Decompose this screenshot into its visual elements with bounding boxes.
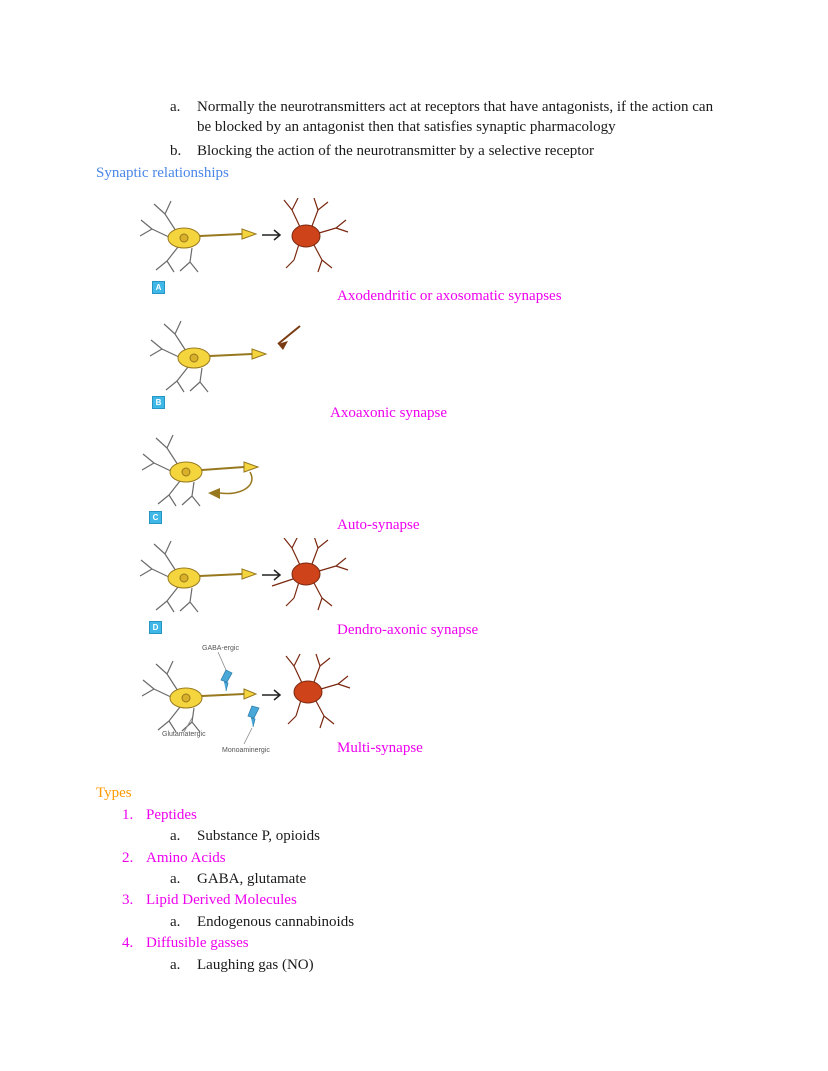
- sub-marker: a.: [170, 957, 181, 973]
- synapse-arrow: [262, 570, 280, 580]
- recurrent-branch: [220, 472, 252, 494]
- red-neuron: [272, 538, 348, 610]
- sub-text: Endogenous cannabinoids: [197, 914, 355, 930]
- yellow-nucleus: [180, 574, 188, 582]
- types-item-2: [122, 848, 226, 868]
- synapse-arrow: [262, 690, 280, 700]
- item-number: 1.: [122, 807, 134, 823]
- annotation-line-mono: [244, 728, 252, 744]
- axon: [200, 574, 242, 576]
- badge-d: D: [149, 621, 162, 634]
- sub-text: Substance P, opioids: [197, 828, 320, 844]
- red-neuron: [286, 654, 350, 728]
- list-marker: a.: [170, 99, 181, 115]
- monoamine-receptor-shape: [248, 706, 259, 727]
- yellow-nucleus: [180, 234, 188, 242]
- label-axoaxonic: Axoaxonic synapse: [330, 405, 448, 421]
- list-item-a: [170, 97, 730, 137]
- neuron-diagram-dendroaxonic-image: [138, 538, 350, 618]
- item-title: Diffusible gasses: [146, 935, 249, 951]
- types-subitem-1: [170, 826, 320, 846]
- red-neuron: [284, 198, 348, 272]
- types-item-4: [122, 933, 249, 953]
- label-axodendritic: Axodendritic or axosomatic synapses: [337, 288, 562, 304]
- gaba-receptor-shape: [221, 670, 232, 691]
- heading-types: Types: [96, 785, 132, 801]
- neuron-diagram-axodendritic-image: [138, 198, 350, 278]
- badge-c: C: [149, 511, 162, 524]
- badge-b: B: [152, 396, 165, 409]
- neuron-diagram-autosynapse-image: [140, 432, 305, 514]
- axon-terminal: [242, 569, 256, 579]
- annotation-monoaminergic: Monoaminergic: [222, 747, 270, 754]
- label-dendroaxonic: Dendro-axonic synapse: [337, 622, 479, 638]
- list-item-b: [170, 141, 730, 161]
- item-title: Amino Acids: [146, 850, 226, 866]
- types-subitem-4: [170, 955, 314, 975]
- label-autosynapse: Auto-synapse: [337, 517, 420, 533]
- yellow-nucleus: [182, 468, 190, 476]
- list-text: Blocking the action of the neurotransmitter by a selective receptor: [197, 143, 594, 159]
- item-title: Peptides: [146, 807, 197, 823]
- types-item-3: [122, 890, 297, 910]
- annotation-line-gaba: [218, 652, 226, 670]
- annotation-line-glut: [184, 718, 192, 732]
- axon-terminal: [244, 462, 258, 472]
- axon-terminal: [242, 229, 256, 239]
- axon: [200, 234, 242, 236]
- axon: [210, 354, 252, 356]
- recurrent-terminal: [208, 488, 220, 499]
- neuron-diagram-axoaxonic-image: [148, 318, 313, 398]
- annotation-glutamatergic: Glutamatergic: [162, 731, 206, 738]
- types-item-1: [122, 805, 197, 825]
- item-title: Lipid Derived Molecules: [146, 892, 297, 908]
- sub-text: Laughing gas (NO): [197, 957, 314, 973]
- yellow-nucleus: [190, 354, 198, 362]
- synapse-arrow: [262, 230, 280, 240]
- incoming-axon: [278, 326, 300, 344]
- axon-terminal: [244, 689, 256, 699]
- sub-marker: a.: [170, 871, 181, 887]
- axon: [202, 467, 244, 470]
- types-subitem-3: [170, 912, 354, 932]
- list-text: Normally the neurotransmitters act at receptors that have antagonists, if the action can be blocked by an antagonist then that satisfies synaptic pharmacology: [197, 99, 714, 135]
- heading-synaptic-relationships: Synaptic relationships: [96, 165, 229, 181]
- item-number: 3.: [122, 892, 134, 908]
- list-marker: b.: [170, 143, 182, 159]
- item-number: 4.: [122, 935, 134, 951]
- sub-marker: a.: [170, 828, 181, 844]
- label-multisynapse: Multi-synapse: [337, 740, 423, 756]
- badge-a: A: [152, 281, 165, 294]
- axon: [202, 694, 244, 696]
- item-number: 2.: [122, 850, 134, 866]
- axon-terminal: [252, 349, 266, 359]
- yellow-nucleus: [182, 694, 190, 702]
- sub-marker: a.: [170, 914, 181, 930]
- annotation-gaba-ergic: GABA-ergic: [202, 645, 239, 652]
- sub-text: GABA, glutamate: [197, 871, 307, 887]
- types-subitem-2: [170, 869, 306, 889]
